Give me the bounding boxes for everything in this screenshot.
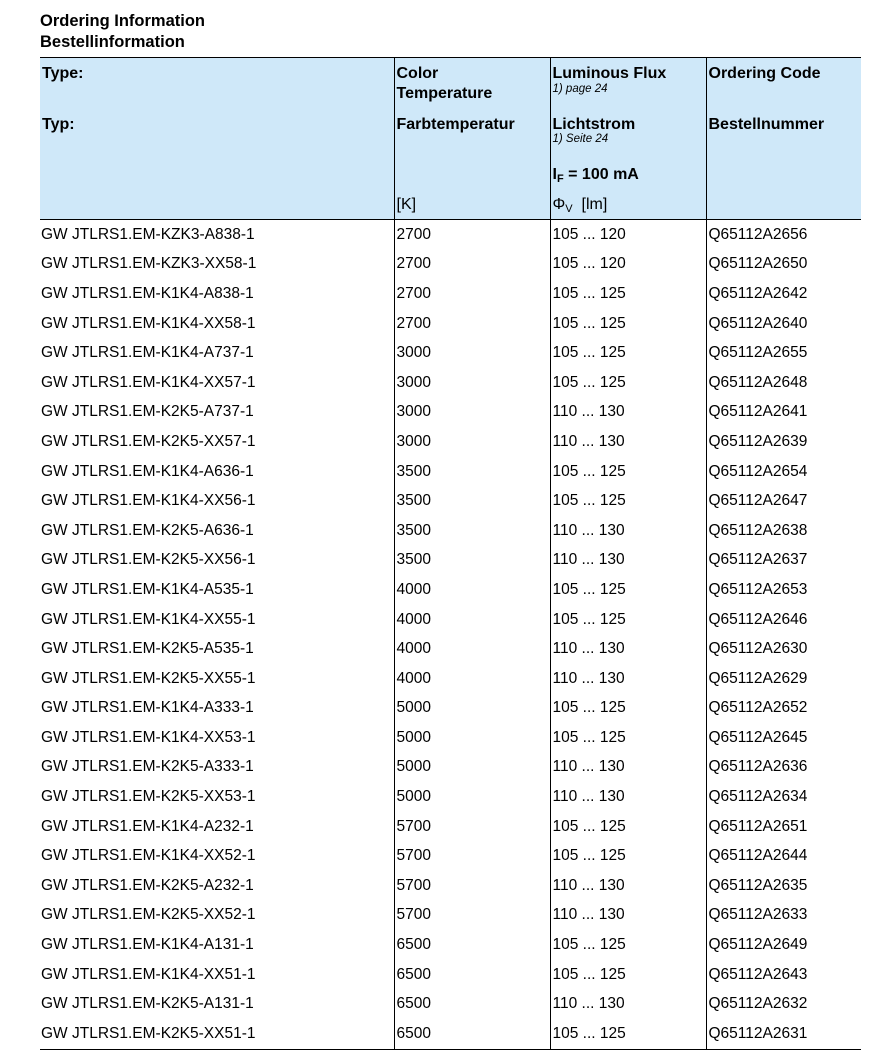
- cell-type: GW JTLRS1.EM-K2K5-XX57-1: [41, 432, 256, 450]
- cell-color-temperature: 4000: [394, 575, 550, 605]
- cell-ordering-code: Q65112A2635: [706, 871, 861, 901]
- cell-color-temperature: 6500: [394, 960, 550, 990]
- header-test-condition: [553, 165, 639, 189]
- header-type-en: Type:: [42, 65, 84, 82]
- cell-luminous-flux: 105 ... 125: [550, 960, 706, 990]
- cell-type: GW JTLRS1.EM-K2K5-A636-1: [41, 521, 254, 539]
- table-row: [40, 486, 861, 516]
- table-header-row: [40, 58, 861, 220]
- table-row: [40, 812, 861, 842]
- header-ordering-code: [706, 58, 861, 220]
- cell-color-temperature: 2700: [394, 220, 550, 250]
- table-row: [40, 368, 861, 398]
- cell-luminous-flux: 105 ... 125: [550, 279, 706, 309]
- cell-color-temperature: 4000: [394, 664, 550, 694]
- cell-type: GW JTLRS1.EM-K2K5-A737-1: [41, 403, 254, 421]
- table-row: [40, 960, 861, 990]
- cell-luminous-flux: 105 ... 125: [550, 457, 706, 487]
- cell-color-temperature: 5700: [394, 841, 550, 871]
- header-color-en-2: Temperature: [396, 85, 493, 102]
- cell-color-temperature: 3500: [394, 546, 550, 576]
- cell-color-temperature: 6500: [394, 930, 550, 960]
- header-flux-en: Luminous Flux: [552, 65, 667, 82]
- cell-type: GW JTLRS1.EM-K1K4-XX58-1: [41, 314, 256, 332]
- header-color-de: Farbtemperatur: [396, 116, 515, 133]
- table-row: [40, 457, 861, 487]
- cell-type: GW JTLRS1.EM-K2K5-A232-1: [41, 876, 254, 894]
- cell-type: GW JTLRS1.EM-K2K5-A333-1: [41, 758, 254, 776]
- cell-luminous-flux: 105 ... 125: [550, 1019, 706, 1049]
- current-symbol: I: [552, 166, 557, 183]
- cell-luminous-flux: 105 ... 125: [550, 694, 706, 724]
- header-flux-de: Lichtstrom: [552, 116, 636, 133]
- cell-color-temperature: 5700: [394, 871, 550, 901]
- cell-luminous-flux: 105 ... 120: [550, 250, 706, 280]
- cell-color-temperature: 4000: [394, 634, 550, 664]
- table-row: [40, 930, 861, 960]
- cell-ordering-code: Q65112A2643: [706, 960, 861, 990]
- header-flux-unit: [553, 195, 608, 219]
- table-row: [40, 250, 861, 280]
- table-row: [40, 279, 861, 309]
- cell-color-temperature: 6500: [394, 989, 550, 1019]
- cell-luminous-flux: 105 ... 125: [550, 575, 706, 605]
- header-flux-de-footnote: 1) Seite 24: [552, 133, 609, 145]
- cell-type: GW JTLRS1.EM-K1K4-XX55-1: [41, 610, 256, 628]
- current-value: = 100 mA: [563, 166, 639, 183]
- table-row: [40, 723, 861, 753]
- cell-luminous-flux: 105 ... 125: [550, 338, 706, 368]
- cell-type: GW JTLRS1.EM-K1K4-XX51-1: [41, 965, 256, 983]
- cell-ordering-code: Q65112A2629: [706, 664, 861, 694]
- section-title: [40, 11, 205, 53]
- table-row: [40, 605, 861, 635]
- flux-symbol: Φ: [552, 196, 566, 213]
- cell-luminous-flux: 105 ... 125: [550, 368, 706, 398]
- cell-ordering-code: Q65112A2634: [706, 782, 861, 812]
- cell-ordering-code: Q65112A2655: [706, 338, 861, 368]
- cell-luminous-flux: 110 ... 130: [550, 753, 706, 783]
- cell-luminous-flux: 110 ... 130: [550, 782, 706, 812]
- cell-ordering-code: Q65112A2648: [706, 368, 861, 398]
- cell-ordering-code: Q65112A2644: [706, 841, 861, 871]
- cell-luminous-flux: 105 ... 125: [550, 723, 706, 753]
- table-row: [40, 398, 861, 428]
- cell-type: GW JTLRS1.EM-K1K4-A535-1: [41, 580, 254, 598]
- cell-ordering-code: Q65112A2647: [706, 486, 861, 516]
- cell-type: GW JTLRS1.EM-K1K4-XX52-1: [41, 847, 256, 865]
- cell-color-temperature: 3000: [394, 368, 550, 398]
- cell-color-temperature: 5700: [394, 901, 550, 931]
- cell-type: GW JTLRS1.EM-K2K5-XX55-1: [41, 669, 256, 687]
- table-row: [40, 634, 861, 664]
- cell-color-temperature: 3000: [394, 398, 550, 428]
- cell-luminous-flux: 105 ... 125: [550, 841, 706, 871]
- cell-type: GW JTLRS1.EM-K1K4-A131-1: [41, 936, 254, 954]
- cell-luminous-flux: 105 ... 120: [550, 220, 706, 250]
- cell-ordering-code: Q65112A2653: [706, 575, 861, 605]
- cell-luminous-flux: 105 ... 125: [550, 486, 706, 516]
- title-english: Ordering Information: [40, 12, 205, 30]
- cell-luminous-flux: 105 ... 125: [550, 605, 706, 635]
- cell-luminous-flux: 105 ... 125: [550, 812, 706, 842]
- cell-ordering-code: Q65112A2649: [706, 930, 861, 960]
- cell-ordering-code: Q65112A2652: [706, 694, 861, 724]
- cell-color-temperature: 5700: [394, 812, 550, 842]
- cell-ordering-code: Q65112A2633: [706, 901, 861, 931]
- cell-color-temperature: 5000: [394, 723, 550, 753]
- header-color-en-1: Color: [396, 65, 439, 82]
- cell-color-temperature: 3500: [394, 457, 550, 487]
- cell-color-temperature: 3500: [394, 516, 550, 546]
- cell-luminous-flux: 110 ... 130: [550, 546, 706, 576]
- table-row: [40, 546, 861, 576]
- table-row: [40, 664, 861, 694]
- header-flux-en-footnote: 1) page 24: [552, 83, 608, 95]
- table-row: [40, 782, 861, 812]
- cell-ordering-code: Q65112A2640: [706, 309, 861, 339]
- cell-ordering-code: Q65112A2641: [706, 398, 861, 428]
- cell-type: GW JTLRS1.EM-K2K5-XX52-1: [41, 906, 256, 924]
- table-row: [40, 989, 861, 1019]
- cell-ordering-code: Q65112A2637: [706, 546, 861, 576]
- cell-color-temperature: 6500: [394, 1019, 550, 1049]
- cell-luminous-flux: 110 ... 130: [550, 664, 706, 694]
- flux-subscript: V: [565, 203, 573, 215]
- ordering-table: [40, 57, 861, 1050]
- table-row: [40, 871, 861, 901]
- header-color-unit: [K]: [396, 196, 417, 213]
- table-row: [40, 516, 861, 546]
- cell-type: GW JTLRS1.EM-K2K5-XX53-1: [41, 788, 256, 806]
- cell-type: GW JTLRS1.EM-K2K5-A131-1: [41, 995, 254, 1013]
- table-row: [40, 901, 861, 931]
- cell-color-temperature: 2700: [394, 250, 550, 280]
- table-row: [40, 427, 861, 457]
- cell-color-temperature: 3000: [394, 338, 550, 368]
- cell-ordering-code: Q65112A2638: [706, 516, 861, 546]
- cell-ordering-code: Q65112A2630: [706, 634, 861, 664]
- cell-ordering-code: Q65112A2639: [706, 427, 861, 457]
- cell-luminous-flux: 110 ... 130: [550, 871, 706, 901]
- table-row: [40, 1019, 861, 1049]
- cell-ordering-code: Q65112A2646: [706, 605, 861, 635]
- table-row: [40, 220, 861, 250]
- cell-color-temperature: 4000: [394, 605, 550, 635]
- cell-color-temperature: 5000: [394, 694, 550, 724]
- cell-ordering-code: Q65112A2650: [706, 250, 861, 280]
- current-subscript: F: [556, 173, 564, 185]
- table-row: [40, 694, 861, 724]
- table-row: [40, 575, 861, 605]
- cell-ordering-code: Q65112A2636: [706, 753, 861, 783]
- cell-color-temperature: 5000: [394, 753, 550, 783]
- header-luminous-flux: [550, 58, 706, 220]
- cell-luminous-flux: 110 ... 130: [550, 901, 706, 931]
- cell-luminous-flux: 110 ... 130: [550, 427, 706, 457]
- header-color-temperature: [394, 58, 550, 220]
- header-code-de: Bestellnummer: [708, 116, 825, 133]
- cell-type: GW JTLRS1.EM-KZK3-A838-1: [41, 225, 255, 243]
- cell-type: GW JTLRS1.EM-K1K4-XX57-1: [41, 373, 256, 391]
- cell-luminous-flux: 110 ... 130: [550, 516, 706, 546]
- table-row: [40, 753, 861, 783]
- cell-type: GW JTLRS1.EM-K1K4-A838-1: [41, 284, 254, 302]
- cell-color-temperature: 2700: [394, 309, 550, 339]
- cell-luminous-flux: 105 ... 125: [550, 930, 706, 960]
- cell-type: GW JTLRS1.EM-K1K4-A737-1: [41, 344, 254, 362]
- cell-ordering-code: Q65112A2632: [706, 989, 861, 1019]
- cell-type: GW JTLRS1.EM-K2K5-XX56-1: [41, 551, 256, 569]
- cell-luminous-flux: 105 ... 125: [550, 309, 706, 339]
- cell-type: GW JTLRS1.EM-K1K4-A636-1: [41, 462, 254, 480]
- cell-color-temperature: 3000: [394, 427, 550, 457]
- cell-type: GW JTLRS1.EM-K1K4-A333-1: [41, 699, 254, 717]
- table-row: [40, 338, 861, 368]
- cell-type: GW JTLRS1.EM-K2K5-XX51-1: [40, 1019, 394, 1049]
- cell-luminous-flux: 110 ... 130: [550, 989, 706, 1019]
- cell-type: GW JTLRS1.EM-K1K4-A232-1: [41, 817, 254, 835]
- cell-ordering-code: Q65112A2631: [706, 1019, 861, 1049]
- cell-luminous-flux: 110 ... 130: [550, 634, 706, 664]
- cell-color-temperature: 5000: [394, 782, 550, 812]
- cell-color-temperature: 2700: [394, 279, 550, 309]
- cell-color-temperature: 3500: [394, 486, 550, 516]
- table-body: [40, 220, 861, 1050]
- header-type-de: Typ:: [42, 116, 75, 133]
- cell-ordering-code: Q65112A2654: [706, 457, 861, 487]
- header-code-en: Ordering Code: [708, 65, 821, 82]
- cell-ordering-code: Q65112A2656: [706, 220, 861, 250]
- cell-ordering-code: Q65112A2645: [706, 723, 861, 753]
- cell-type: GW JTLRS1.EM-K1K4-XX56-1: [41, 492, 256, 510]
- cell-luminous-flux: 110 ... 130: [550, 398, 706, 428]
- cell-ordering-code: Q65112A2642: [706, 279, 861, 309]
- cell-type: GW JTLRS1.EM-KZK3-XX58-1: [41, 255, 257, 273]
- cell-type: GW JTLRS1.EM-K2K5-A535-1: [41, 640, 254, 658]
- flux-unit: [lm]: [572, 196, 608, 213]
- header-type: [40, 58, 394, 220]
- title-german: Bestellinformation: [40, 33, 185, 51]
- cell-type: GW JTLRS1.EM-K1K4-XX53-1: [41, 728, 256, 746]
- table-row: [40, 841, 861, 871]
- cell-ordering-code: Q65112A2651: [706, 812, 861, 842]
- table-row: [40, 309, 861, 339]
